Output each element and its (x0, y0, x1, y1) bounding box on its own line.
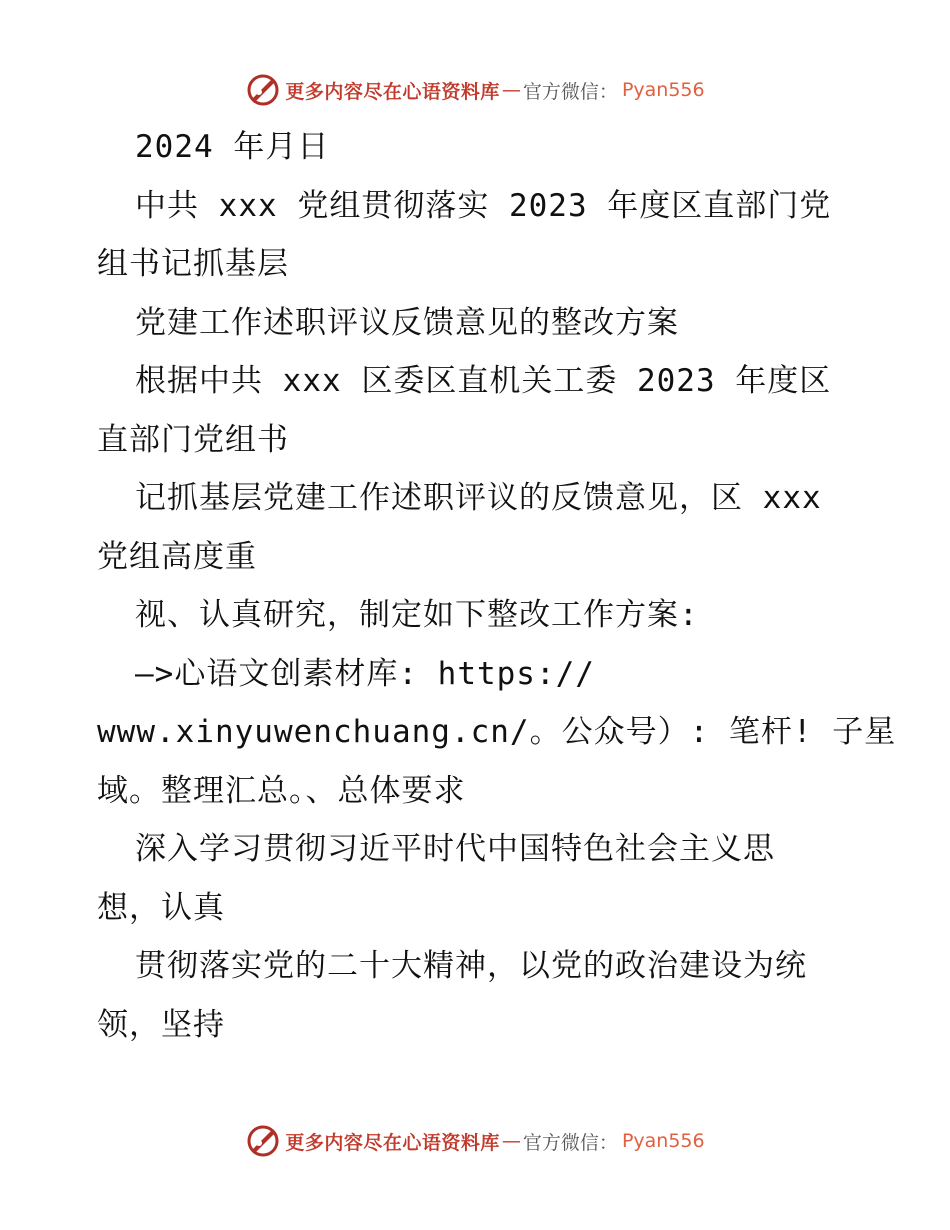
text-line: 组书记抓基层 (97, 246, 289, 282)
document-body (97, 118, 897, 1054)
text-line: www.xinyuwenchuang.cn/。公众号）: 笔杆! 子星 (97, 714, 897, 750)
text-line: 深入学习贯彻习近平时代中国特色社会主义思 (135, 831, 775, 867)
text-line: 域。整理汇总。、总体要求 (97, 772, 466, 809)
banner-wechat-id: Pyan556 (621, 1130, 705, 1152)
footer-banner (0, 1121, 950, 1161)
text-line: 根据中共 xxx 区委区直机关工委 2023 年度区 (135, 363, 832, 399)
text-line: 党组高度重 (97, 538, 257, 575)
text-line: 贯彻落实党的二十大精神，以党的政治建设为统 (135, 948, 807, 984)
text-line: 领，坚持 (97, 1006, 225, 1043)
banner-separator: — (501, 79, 521, 101)
text-line: 记抓基层党建工作述职评议的反馈意见，区 xxx (135, 480, 822, 516)
banner-text: 更多内容尽在心语资料库 (285, 1131, 500, 1154)
header-banner (0, 70, 950, 110)
text-line: 中共 xxx 党组贯彻落实 2023 年度区直部门党 (135, 187, 832, 224)
banner-label: 官方微信： (522, 1131, 618, 1154)
text-line: 直部门党组书 (97, 421, 289, 458)
text-line: 党建工作述职评议反馈意见的整改方案 (135, 304, 679, 341)
text-line: 2024 年月日 (135, 129, 330, 165)
text-line: 想，认真 (97, 889, 225, 926)
banner-wechat-id: Pyan556 (621, 79, 705, 101)
text-line: —>心语文创素材库: https:// (135, 655, 595, 692)
banner-text: 更多内容尽在心语资料库 (285, 80, 500, 103)
text-line: 视、认真研究，制定如下整改工作方案: (135, 597, 699, 633)
brand-logo-icon (245, 72, 281, 108)
banner-separator: — (501, 1130, 521, 1152)
banner-label: 官方微信： (522, 80, 618, 103)
brand-logo-icon (245, 1123, 281, 1159)
